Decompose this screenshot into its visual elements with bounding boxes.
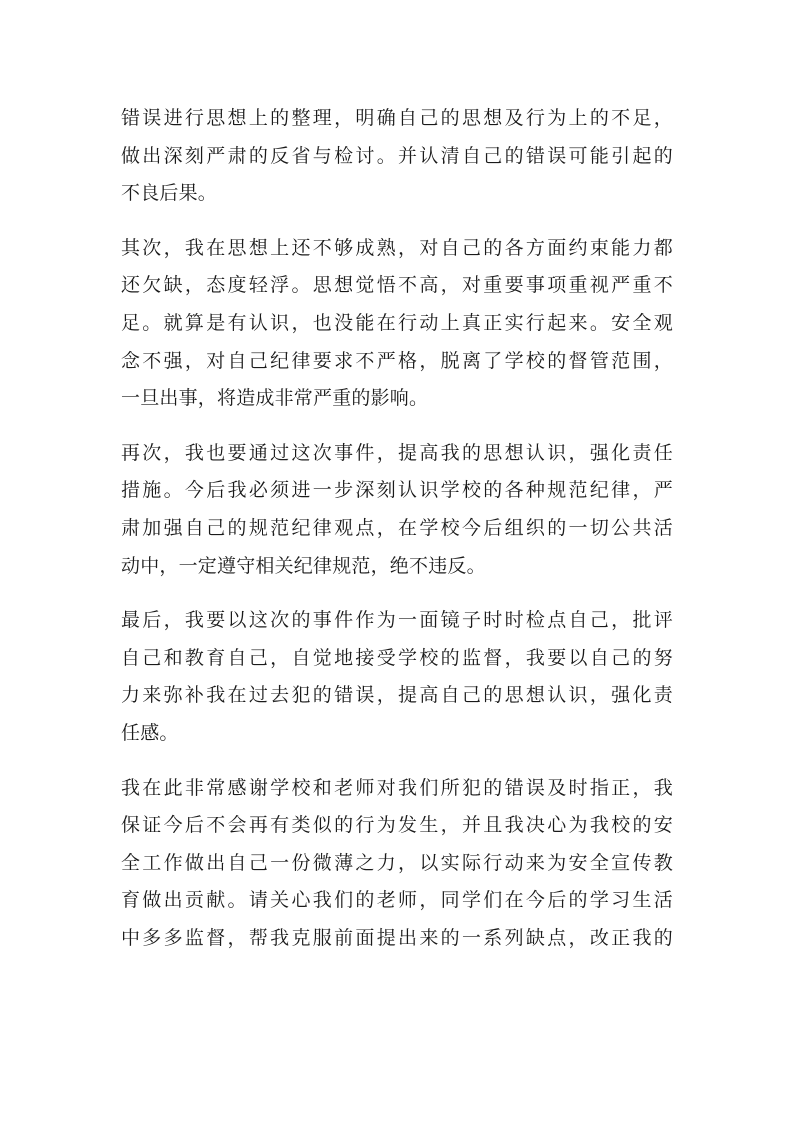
document-body bbox=[121, 100, 673, 974]
paragraph bbox=[121, 602, 673, 752]
paragraph bbox=[121, 100, 673, 213]
text-line: 肃加强自己的规范纪律观点，在学校今后组织的一切公共活 bbox=[121, 516, 673, 539]
text-line: 最后，我要以这次的事件作为一面镜子时时检点自己，批评 bbox=[121, 609, 673, 632]
text-line: 不良后果。 bbox=[121, 182, 218, 205]
text-line: 育做出贡献。请关心我们的老师，同学们在今后的学习生活 bbox=[121, 889, 673, 912]
text-line: 做出深刻严肃的反省与检讨。并认清自己的错误可能引起的 bbox=[121, 144, 673, 167]
text-line: 措施。今后我必须进一步深刻认识学校的各种规范纪律，严 bbox=[121, 479, 673, 502]
text-line: 中多多监督，帮我克服前面提出来的一系列缺点，改正我的 bbox=[121, 926, 673, 949]
text-line: 全工作做出自己一份微薄之力，以实际行动来为安全宣传教 bbox=[121, 851, 673, 874]
text-line: 自己和教育自己，自觉地接受学校的监督，我要以自己的努 bbox=[121, 646, 673, 669]
paragraph bbox=[121, 770, 673, 958]
text-line: 念不强，对自己纪律要求不严格，脱离了学校的督管范围， bbox=[121, 349, 673, 372]
paragraph bbox=[121, 230, 673, 418]
text-line: 动中，一定遵守相关纪律规范，绝不违反。 bbox=[121, 554, 486, 577]
text-line: 保证今后不会再有类似的行为发生，并且我决心为我校的安 bbox=[121, 814, 673, 837]
text-line: 力来弥补我在过去犯的错误，提高自己的思想认识，强化责 bbox=[121, 684, 673, 707]
text-line: 错误进行思想上的整理，明确自己的思想及行为上的不足， bbox=[121, 107, 673, 129]
text-line: 任感。 bbox=[121, 721, 179, 744]
paragraph bbox=[121, 435, 673, 585]
text-line: 还欠缺，态度轻浮。思想觉悟不高，对重要事项重视严重不 bbox=[121, 274, 673, 297]
text-line: 再次，我也要通过这次事件，提高我的思想认识，强化责任 bbox=[121, 441, 673, 464]
text-line: 我在此非常感谢学校和老师对我们所犯的错误及时指正，我 bbox=[121, 776, 673, 799]
text-line: 足。就算是有认识，也没能在行动上真正实行起来。安全观 bbox=[121, 311, 673, 334]
text-line: 其次，我在思想上还不够成熟，对自己的各方面约束能力都 bbox=[121, 236, 673, 259]
text-line: 一旦出事，将造成非常严重的影响。 bbox=[121, 387, 429, 410]
